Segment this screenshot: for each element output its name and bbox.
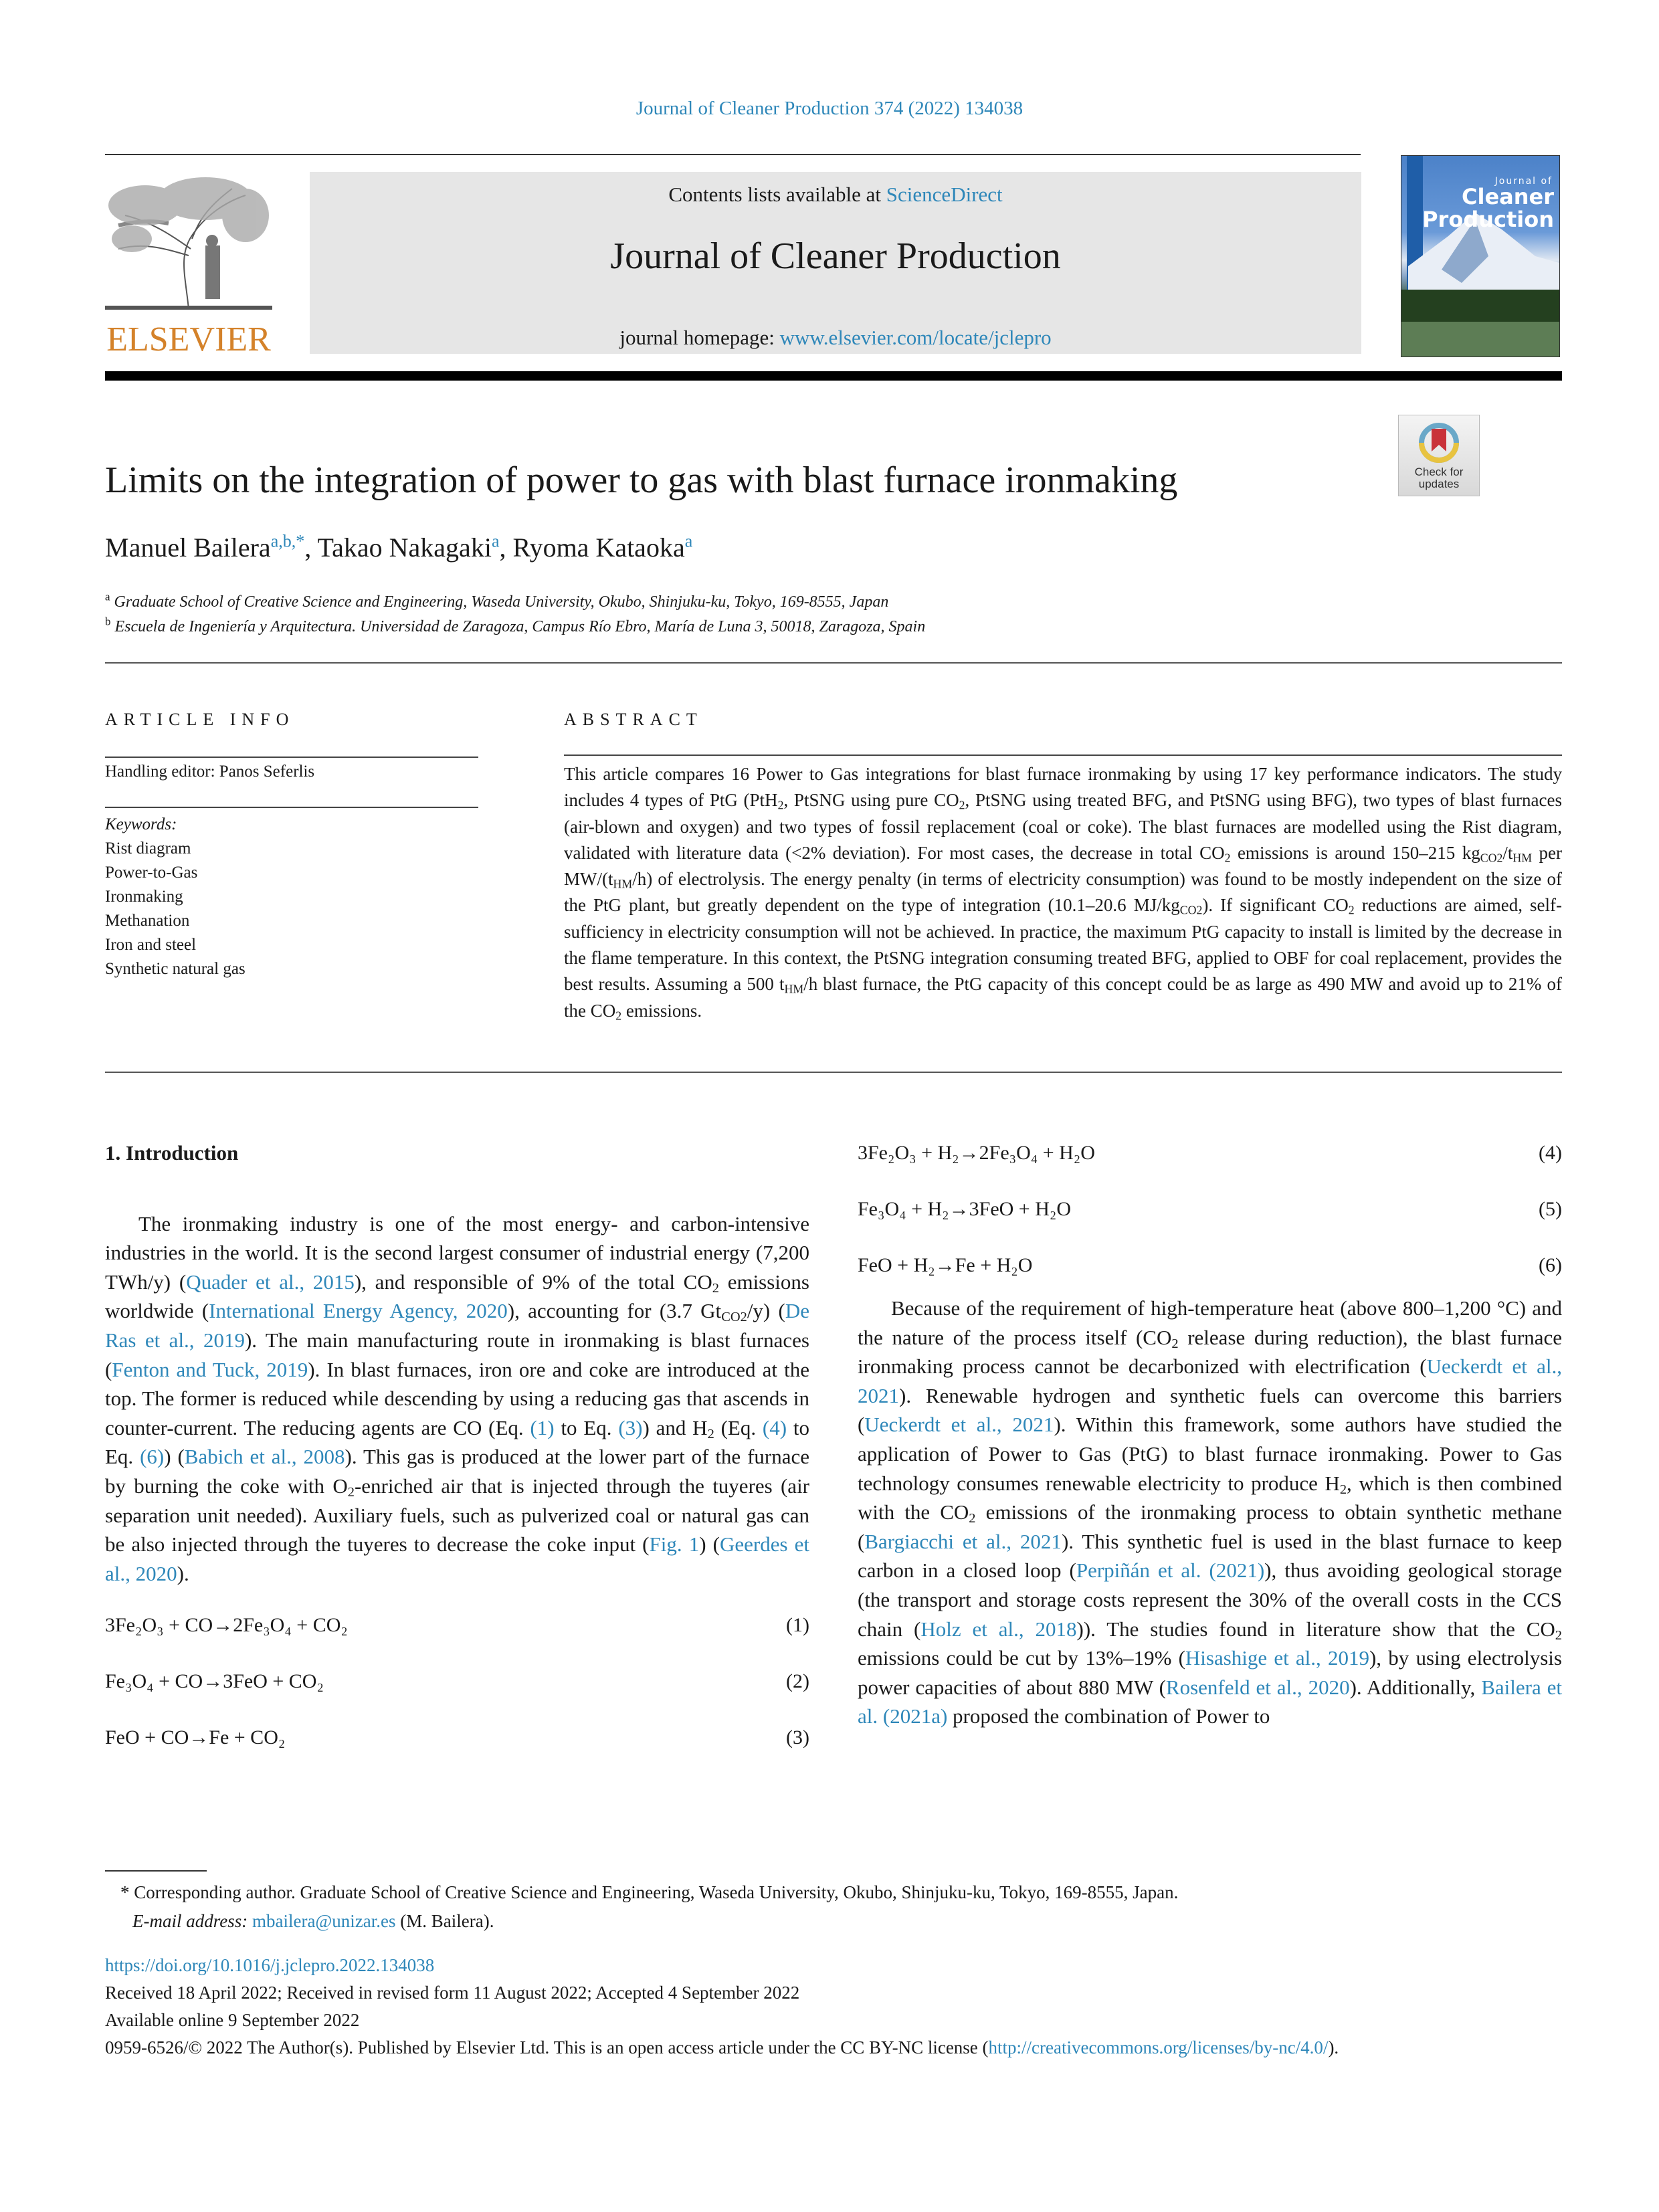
equation-group <box>858 1125 1562 1294</box>
keyword: Methanation <box>105 912 190 930</box>
handling-editor: Handling editor: Panos Seferlis <box>105 763 315 781</box>
equation: 3Fe₂O₃ + H₂→2Fe₃O₄ + H₂O (4) <box>858 1125 1562 1181</box>
citation-link[interactable]: Holz et al., 2018 <box>920 1617 1077 1641</box>
citation-link[interactable]: International Energy Agency, 2020 <box>209 1299 508 1323</box>
body-left-column <box>105 1138 809 1766</box>
equation-number: (2) <box>786 1670 809 1693</box>
body-paragraph: Because of the requirement of high-temperature heat (above 800–1,200 °C) and the nature of the process itself ($CO_2$ release during reduction), the blast furnace ironmaking process cannot be decarbonized with electrification (Ueckerdt et al., 2021). Renewable hydrogen and synthetic fuels can overcome this barriers (Ueckerdt et al., 2021). Within this framework, some authors have studied the application of Power to Gas (PtG) to blast furnace ironmaking. Power to Gas technology consumes renewable electricity to produce $H_2$, which is then combined with the $CO_2$ emissions of the ironmaking process to obtain synthetic methane (Bargiacchi et al., 2021). This synthetic fuel is used in the blast furnace to keep carbon in a closed loop (Perpiñán et al. (2021)), thus avoiding geological storage (the transport and storage costs represent the 30% of the overall costs in the CCS chain (Holz et al., 2018)). The studies found in literature show that the $CO_2$ emissions could be cut by 13%–19% (Hisashige et al., 2019), by using electrolysis power capacities of about 880 MW (Rosenfeld et al., 2020). Additionally, Bailera et al. (2021a) proposed the combination of Power to <box>858 1296 1563 1728</box>
citation-link[interactable]: Geerdes et al., 2020 <box>105 1532 809 1585</box>
author-affiliation-link[interactable]: a <box>491 531 500 551</box>
email-link[interactable]: mbailera@unizar.es <box>252 1911 396 1931</box>
abstract-heading: ABSTRACT <box>564 710 703 729</box>
equation: FeO + H₂→Fe + H₂O (6) <box>858 1237 1562 1294</box>
header-thick-rule <box>105 371 1562 381</box>
author-name: Manuel Bailera <box>105 532 271 563</box>
equation-link[interactable]: (1) <box>530 1415 555 1439</box>
citation-link[interactable]: Hisashige et al., 2019 <box>1185 1646 1369 1670</box>
check-for-updates-button[interactable] <box>1398 415 1480 496</box>
citation-link[interactable]: Ueckerdt et al., 2021 <box>864 1413 1054 1437</box>
affiliation: $^a$ Graduate School of Creative Science and Engineering, Waseda University, Okubo, Shinjuku-ku, Tokyo, 169-8555, Japan <box>105 590 889 611</box>
footnote-rule <box>105 1870 207 1872</box>
journal-title: Journal of Cleaner Production <box>610 235 1061 277</box>
citation-link[interactable]: Rosenfeld et al., 2020 <box>1165 1675 1350 1699</box>
contents-line: Contents lists available at ScienceDirect <box>668 183 1003 206</box>
keyword: Ironmaking <box>105 888 183 906</box>
article-info-heading: ARTICLE INFO <box>105 710 295 729</box>
body-right-column <box>858 1138 1562 1731</box>
section-rule <box>105 1072 1562 1073</box>
figure-link[interactable]: Fig. 1 <box>649 1532 700 1556</box>
header-rule <box>105 154 1361 155</box>
author-affiliation-link[interactable]: a,b,* <box>270 531 305 551</box>
article-info-rule <box>105 757 478 758</box>
author-list: Manuel Bailera$^{a,b,*}$, Takao Nakagaki$^a$, Ryoma Kataoka$^a$ <box>105 531 693 563</box>
sciencedirect-link[interactable]: ScienceDirect <box>886 183 1003 206</box>
equation-group <box>105 1597 809 1766</box>
citation-link[interactable]: Quader et al., 2015 <box>186 1270 355 1294</box>
article-history: Received 18 April 2022; Received in revised form 11 August 2022; Accepted 4 September 2022 <box>105 1983 800 2003</box>
doi-link[interactable]: https://doi.org/10.1016/j.jclepro.2022.134038 <box>105 1955 435 1975</box>
license-link[interactable]: http://creativecommons.org/licenses/by-nc/4.0/ <box>988 2037 1329 2057</box>
citation-link[interactable]: Bargiacchi et al., 2021 <box>864 1529 1062 1553</box>
affiliation: $^b$ Escuela de Ingeniería y Arquitectura. Universidad de Zaragoza, Campus Río Ebro, María de Luna 3, 50018, Zaragoza, Spain <box>105 615 926 635</box>
section-heading: 1. Introduction <box>105 1141 239 1165</box>
check-updates-icon <box>1416 419 1462 466</box>
author-affiliation-link[interactable]: a <box>684 531 693 551</box>
keyword: Iron and steel <box>105 936 197 954</box>
equation-number: (6) <box>1539 1254 1562 1276</box>
keywords-list <box>105 813 246 981</box>
elsevier-wordmark: ELSEVIER <box>106 320 271 359</box>
cover-title: Cleaner Production <box>1422 184 1554 232</box>
equation-link[interactable]: (3) <box>618 1415 643 1439</box>
section-rule <box>105 662 1562 664</box>
equation: 3Fe₂O₃ + CO→2Fe₃O₄ + CO₂ (1) <box>105 1597 809 1653</box>
equation-link[interactable]: (4) <box>762 1415 787 1439</box>
homepage-line: journal homepage: www.elsevier.com/locate/jclepro <box>619 326 1052 349</box>
check-updates-label: Check for updates <box>1414 466 1464 490</box>
journal-cover-image[interactable] <box>1401 155 1560 357</box>
elsevier-tree-icon <box>105 175 272 312</box>
paper-title: Limits on the integration of power to gas with blast furnace ironmaking <box>105 460 1178 501</box>
journal-reference-link[interactable]: Journal of Cleaner Production 374 (2022) 134038 <box>636 98 1023 119</box>
article-info-rule <box>105 807 478 808</box>
publication-info <box>105 1952 1562 2062</box>
equation: Fe₃O₄ + H₂→3FeO + H₂O (5) <box>858 1181 1562 1237</box>
keyword: Power-to-Gas <box>105 864 198 882</box>
citation-link[interactable]: Fenton and Tuck, 2019 <box>112 1357 308 1381</box>
elsevier-logo[interactable] <box>105 175 272 357</box>
citation-link[interactable]: Ueckerdt et al., 2021 <box>858 1354 1562 1407</box>
available-online: Available online 9 September 2022 <box>105 2010 360 2030</box>
journal-header-box <box>310 172 1361 354</box>
keyword: Synthetic natural gas <box>105 960 246 978</box>
keyword: Rist diagram <box>105 839 191 858</box>
equation-number: (4) <box>1539 1142 1562 1164</box>
citation-link[interactable]: Babich et al., 2008 <box>184 1445 345 1469</box>
copyright-notice: 0959-6526/© 2022 The Author(s). Published by Elsevier Ltd. This is an open access article under the CC BY-NC license (http://creativecommons.org/licenses/by-nc/4.0/). <box>105 2037 1339 2057</box>
abstract-rule <box>564 755 1562 756</box>
equation-number: (5) <box>1539 1198 1562 1220</box>
equation: Fe₃O₄ + CO→3FeO + CO₂ (2) <box>105 1653 809 1710</box>
journal-homepage-link[interactable]: www.elsevier.com/locate/jclepro <box>779 326 1052 349</box>
corresponding-author-footnote: * Corresponding author. Graduate School of Creative Science and Engineering, Waseda University, Okubo, Shinjuku-ku, Tokyo, 169-8555, Japan. E-mail address: mbailera@unizar.es (M. Bailera). <box>120 1882 1179 1931</box>
abstract-body: This article compares 16 Power to Gas integrations for blast furnace ironmaking by using 17 key performance indicators. The study includes 4 types of PtG (PtH$_2$, PtSNG using pure $CO_2$, PtSNG using treated BFG, and PtSNG using BFG), two types of blast furnaces (air-blown and oxygen) and two types of fossil replacement (coal or coke). The blast furnaces are modelled using the Rist diagram, validated with literature data (<2% deviation). For most cases, the decrease in total $CO_2$ emissions is around 150–215 $kg_{CO2}/t_{HM}$ per $MW/(t_{HM}/h)$ of electrolysis. The energy penalty (in terms of electricity consumption) was found to be mostly independent on the size of the PtG plant, but greatly dependent on the type of integration (10.1–20.6 $MJ/kg_{CO2}$). If significant $CO_2$ reductions are aimed, self-sufficiency in electricity consumption will not be achieved. In practice, the maximum PtG capacity to install is limited by the decrease in the flame temperature. In this context, the PtSNG integration consuming treated BFG, applied to OBF for coal replacement, provides the best results. Assuming a 500 $t_{HM}/h$ blast furnace, the PtG capacity of this concept could be as large as 490 MW and avoid up to 21% of the $CO_2$ emissions. <box>564 764 1563 1023</box>
equation-link[interactable]: (6) <box>140 1445 165 1469</box>
citation-link[interactable]: Perpiñán et al. (2021) <box>1076 1559 1265 1583</box>
equation: FeO + CO→Fe + CO₂ (3) <box>105 1710 809 1766</box>
equation-number: (3) <box>786 1726 809 1749</box>
cover-title-line1: Journal of <box>1494 176 1553 187</box>
author-name: Takao Nakagaki <box>317 532 492 563</box>
citation-link[interactable]: Bailera et al. (2021a) <box>858 1675 1563 1728</box>
keywords-label: Keywords: <box>105 815 177 833</box>
body-paragraph: The ironmaking industry is one of the most energy- and carbon-intensive industries in the world. It is the second largest consumer of industrial energy (7,200 TWh/y) (Quader et al., 2015), and responsible of 9% of the total $CO_2$ emissions worldwide (International Energy Agency, 2020), accounting for (3.7 $Gt_{CO2}/y$) (De Ras et al., 2019). The main manufacturing route in ironmaking is blast furnaces (Fenton and Tuck, 2019). In blast furnaces, iron ore and coke are introduced at the top. The former is reduced while descending by using a reducing gas that ascends in counter-current. The reducing agents are CO (Eq. (1) to Eq. (3)) and $H_2$ (Eq. (4) to Eq. (6)) (Babich et al., 2008). This gas is produced at the lower part of the furnace by burning the coke with $O_2$-enriched air that is injected through the tuyeres (air separation unit needed). Auxiliary fuels, such as pulverized coal or natural gas can be also injected through the tuyeres to decrease the coke input (Fig. 1) (Geerdes et al., 2020). <box>105 1211 810 1585</box>
equation-number: (1) <box>786 1614 809 1637</box>
citation-link[interactable]: De Ras et al., 2019 <box>105 1299 810 1352</box>
author-name: Ryoma Kataoka <box>512 532 685 563</box>
